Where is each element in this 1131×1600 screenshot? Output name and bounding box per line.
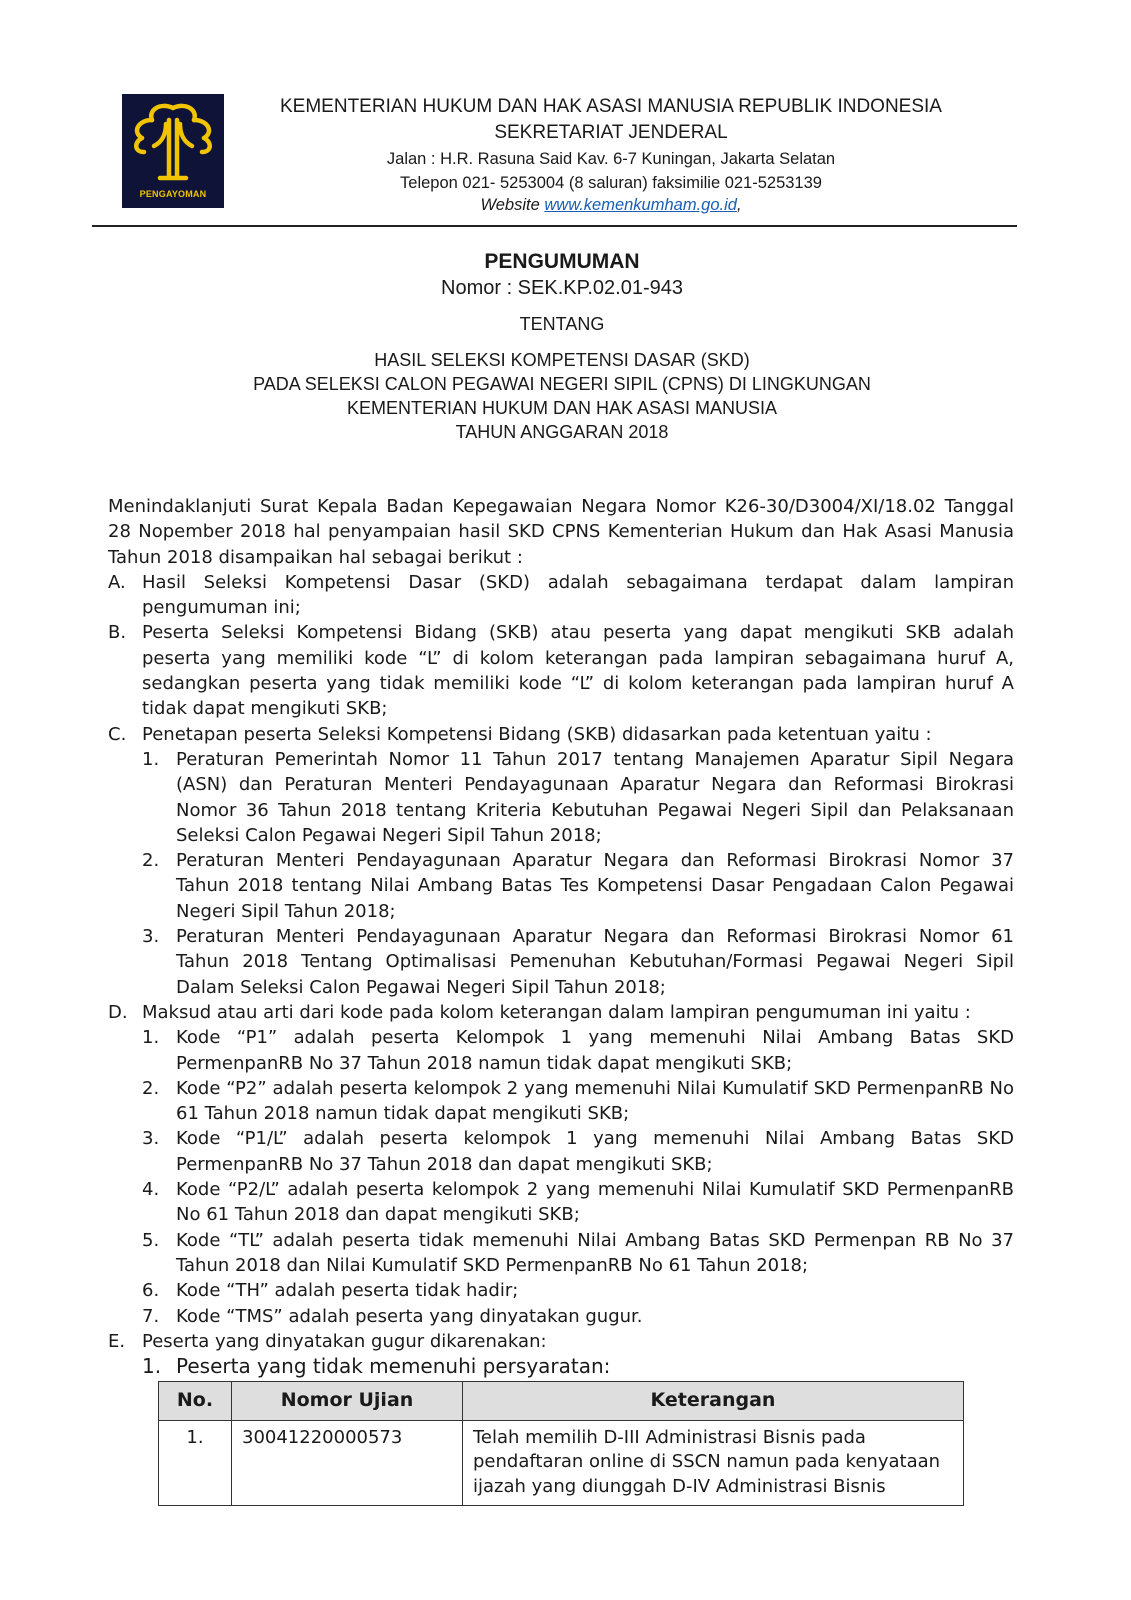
sub-item [142,924,1014,1000]
sub-number: 3. [142,926,160,948]
ministry-name: KEMENTERIAN HUKUM DAN HAK ASASI MANUSIA REPUBLIK INDONESIA [280,96,942,117]
sub-text: Peraturan Menteri Pendayagunaan Aparatur Negara dan Reformasi Birokrasi Nomor 61 Tahun 2018 Tentang Optimalisasi Pemenuhan Kebutuhan/Formasi Pegawai Negeri Sipil Dalam Seleksi Calon Pegawai Negeri Sipil Tahun 2018; [176,926,1014,998]
letterhead-divider [92,225,1017,227]
intro-paragraph: Menindaklanjuti Surat Kepala Badan Kepegawaian Negara Nomor K26-30/D3004/XI/18.02 Tanggal 28 Nopember 2018 hal penyampaian hasil SKD CPNS Kementerian Hukum dan Hak Asasi Manusia Tahun 2018 disampaikan hal sebagai berikut : [108,496,1014,568]
sub-text: Kode “TMS” adalah peserta yang dinyatakan gugur. [176,1305,643,1327]
sub-list-d [142,1025,1014,1329]
header-nomor-ujian: Nomor Ujian [232,1382,463,1420]
sub-text: Kode “TL” adalah peserta tidak memenuhi Nilai Ambang Batas SKD Permenpan RB No 37 Tahun 2018 dan Nilai Kumulatif SKD PermenpanRB No 61 Tahun 2018; [176,1229,1014,1276]
list-text: Penetapan peserta Seleksi Kompetensi Bidang (SKB) didasarkan pada ketentuan yaitu : [142,723,932,745]
subject-line-3: KEMENTERIAN HUKUM DAN HAK ASASI MANUSIA [346,398,778,418]
sub-text: Kode “P2/L” adalah peserta kelompok 2 yang memenuhi Nilai Kumulatif SKD PermenpanRB No 61 Tahun 2018 dan dapat mengikuti SKB; [176,1179,1014,1226]
sub-number: 1. [142,748,160,770]
sub-item [142,1025,1014,1076]
sub-text: Peraturan Pemerintah Nomor 11 Tahun 2017 tentang Manajemen Aparatur Sipil Negara (ASN) dan Peraturan Menteri Pendayagunaan Aparatur Negara dan Reformasi Birokrasi Nomor 36 Tahun 2018 tentang Kriteria Kebutuhan Pegawai Negeri Sipil dan Pelaksanaan Seleksi Calon Pegawai Negeri Sipil Tahun 2018; [176,748,1014,846]
subject-line-4: TAHUN ANGGARAN 2018 [455,422,669,442]
disqualified-table [158,1381,964,1506]
sub-number: 1. [142,1027,160,1049]
logo-label: PENGAYOMAN [139,189,207,199]
website-label: Website [480,196,540,214]
list-letter: C. [108,723,127,745]
sub-item [142,1126,1014,1177]
main-list [108,570,1014,1380]
announcement-number: Nomor : SEK.KP.02.01-943 [441,277,683,299]
sub-number: 6. [142,1280,160,1302]
table-header-row [159,1382,964,1420]
list-letter: B. [108,622,127,644]
about-label: TENTANG [519,314,605,334]
header-keterangan: Keterangan [463,1382,964,1420]
sub-number: 4. [142,1179,160,1201]
cell-keterangan: Telah memilih D-III Administrasi Bisnis pada pendaftaran online di SSCN namun pada kenyataan ijazah yang diunggah D-IV Administrasi Bisnis [463,1420,964,1506]
sub-number: 5. [142,1229,160,1251]
list-item-d [108,1000,1014,1329]
sub-number: 2. [142,1077,160,1099]
list-text: Maksud atau arti dari kode pada kolom keterangan dalam lampiran pengumuman ini yaitu : [142,1001,971,1023]
sub-item [142,747,1014,848]
sub-item [142,1304,1014,1329]
list-text: Peserta Seleksi Kompetensi Bidang (SKB) atau peserta yang dapat mengikuti SKB adalah peserta yang memiliki kode “L” di kolom keterangan pada lampiran sebagaimana huruf A, sedangkan peserta yang tidak memiliki kode “L” di kolom keterangan pada lampiran huruf A tidak dapat mengikuti SKB; [142,622,1014,720]
cell-no: 1. [159,1420,232,1506]
website-line [236,196,986,215]
announcement-body [108,494,1014,1506]
sub-text: Peserta yang tidak memenuhi persyaratan: [176,1354,611,1379]
sub-item [142,1076,1014,1127]
sub-text: Kode “P2” adalah peserta kelompok 2 yang memenuhi Nilai Kumulatif SKD PermenpanRB No 61 Tahun 2018 namun tidak dapat mengikuti SKB; [176,1077,1014,1125]
sub-number: 2. [142,850,160,872]
pengayoman-tree-icon [122,94,224,188]
sub-text: Kode “P1” adalah peserta Kelompok 1 yang memenuhi Nilai Ambang Batas SKD PermenpanRB No 37 Tahun 2018 namun tidak dapat mengikuti SKB; [176,1027,1014,1074]
subject-line-1: HASIL SELEKSI KOMPETENSI DASAR (SKD) [374,350,750,370]
sub-number: 3. [142,1128,160,1150]
sub-item [142,1354,1014,1379]
list-item-e [108,1329,1014,1380]
list-text: Peserta yang dinyatakan gugur dikarenakan: [142,1330,547,1352]
list-item-c [108,722,1014,1000]
sub-item [142,1177,1014,1228]
list-letter: A. [108,571,126,593]
list-letter: D. [108,1001,128,1023]
sub-number: 7. [142,1305,160,1327]
secretariat-name: SEKRETARIAT JENDERAL [494,122,728,143]
announcement-heading: PENGUMUMAN [484,250,640,273]
website-suffix: , [736,196,742,214]
sub-list-c [142,747,1014,1000]
sub-item [142,1278,1014,1303]
sub-item [142,1228,1014,1279]
sub-number: 1. [142,1354,162,1379]
sub-item [142,848,1014,924]
sub-text: Kode “P1/L” adalah peserta kelompok 1 yang memenuhi Nilai Ambang Batas SKD PermenpanRB No 37 Tahun 2018 dan dapat mengikuti SKB; [176,1128,1014,1175]
sub-text: Peraturan Menteri Pendayagunaan Aparatur Negara dan Reformasi Birokrasi Nomor 37 Tahun 2018 tentang Nilai Ambang Batas Tes Kompetensi Dasar Pengadaan Calon Pegawai Negeri Sipil Tahun 2018; [176,850,1014,922]
list-text: Hasil Seleksi Kompetensi Dasar (SKD) adalah sebagaimana terdapat dalam lampiran pengumuman ini; [142,571,1014,619]
cell-nomor-ujian: 30041220000573 [232,1420,463,1506]
list-letter: E. [108,1330,126,1352]
sub-text: Kode “TH” adalah peserta tidak hadir; [176,1280,519,1302]
header-no: No. [159,1382,232,1420]
sub-list-e [142,1354,1014,1379]
phone-line: Telepon 021- 5253004 (8 saluran) faksimilie 021-5253139 [400,174,822,192]
ministry-logo [122,94,224,208]
subject-line-2: PADA SELEKSI CALON PEGAWAI NEGERI SIPIL (CPNS) DI LINGKUNGAN [253,374,871,394]
list-item-b [108,620,1014,721]
list-item-a [108,570,1014,621]
website-link[interactable]: www.kemenkumham.go.id [544,196,737,214]
address-line: Jalan : H.R. Rasuna Said Kav. 6-7 Kuningan, Jakarta Selatan [386,150,836,168]
table-row [159,1420,964,1506]
